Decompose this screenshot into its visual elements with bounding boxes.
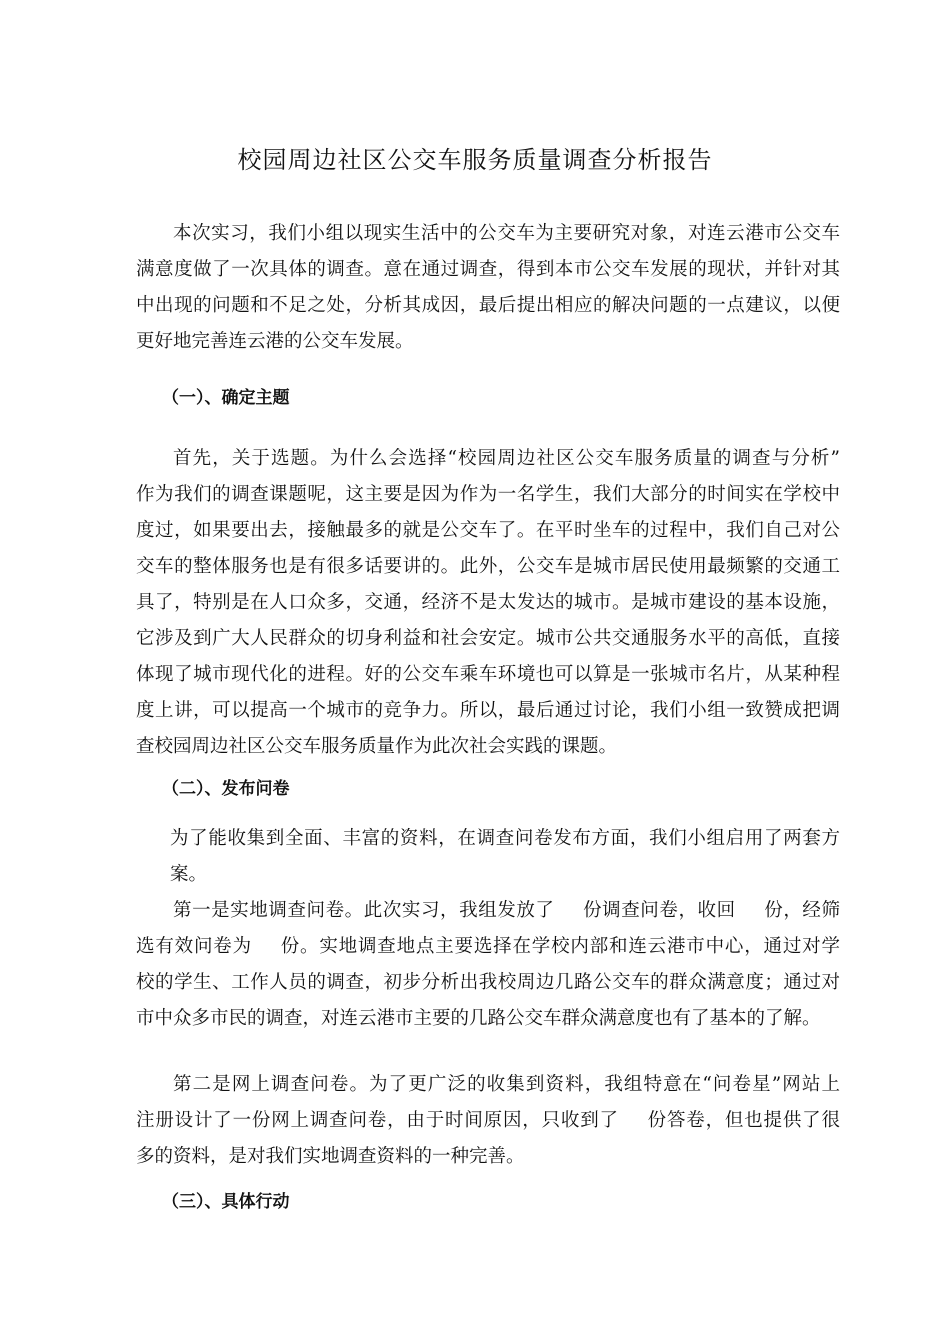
text-line: 本次实习，我们小组以现实生活中的公交车为主要研究对象，对连云港市公交车 — [173, 223, 840, 244]
section2-paragraph-3 — [136, 1067, 840, 1175]
section1-paragraph — [136, 441, 840, 765]
section-heading-3: （三）、具体行动 — [162, 1192, 290, 1212]
text-line: 第二是网上调查问卷。为了更广泛的收集到资料，我组特意在“问卷星”网站上 — [173, 1074, 840, 1095]
section-heading-1: （一）、确定主题 — [162, 388, 290, 408]
text-fragment: 选有效问卷为 — [136, 936, 252, 957]
text-line: 交车的整体服务也是有很多话要讲的。此外，公交车是城市居民使用最频繁的交通工 — [136, 556, 840, 577]
text-line: 为了能收集到全面、丰富的资料，在调查问卷发布方面，我们小组启用了两套方 — [170, 828, 840, 849]
section-heading-2: （二）、发布问卷 — [162, 779, 290, 799]
text-line: 度上讲，可以提高一个城市的竞争力。所以，最后通过讨论，我们小组一致赞成把调 — [136, 700, 840, 721]
intro-paragraph — [136, 216, 840, 360]
text-fragment: 份答卷，但也提供了很 — [646, 1110, 840, 1131]
text-line: 它涉及到广大人民群众的切身利益和社会安定。城市公共交通服务水平的高低，直接 — [136, 628, 840, 649]
text-fragment: 份，经筛 — [763, 900, 840, 921]
text-line: 作为我们的调查课题呢，这主要是因为作为一名学生，我们大部分的时间实在学校中 — [136, 484, 840, 505]
text-line — [136, 893, 840, 929]
document-title: 校园周边社区公交车服务质量调查分析报告 — [237, 146, 713, 174]
text-line — [136, 929, 840, 965]
text-line: 更好地完善连云港的公交车发展。 — [136, 331, 414, 352]
text-line: 查校园周边社区公交车服务质量作为此次社会实践的课题。 — [136, 736, 618, 757]
text-line: 度过，如果要出去，接触最多的就是公交车了。在平时坐车的过程中，我们自己对公 — [136, 520, 840, 541]
text-line: 校的学生、工作人员的调查，初步分析出我校周边几路公交车的群众满意度；通过对 — [136, 972, 840, 993]
text-line: 体现了城市现代化的进程。好的公交车乘车环境也可以算是一张城市名片，从某种程 — [136, 664, 840, 685]
text-fragment: 份调查问卷，收回 — [582, 900, 736, 921]
text-line: 市中众多市民的调查，对连云港市主要的几路公交车群众满意度也有了基本的了解。 — [136, 1008, 821, 1029]
text-line: 案。 — [170, 864, 208, 885]
section2-paragraph-1 — [170, 821, 840, 893]
text-fragment: 份。实地调查地点主要选择在学校内部和连云港市中心，通过对学 — [279, 936, 840, 957]
text-line: 首先，关于选题。为什么会选择“校园周边社区公交车服务质量的调查与分析” — [173, 448, 840, 469]
text-line — [136, 1103, 840, 1139]
text-line: 满意度做了一次具体的调查。意在通过调查，得到本市公交车发展的现状，并针对其 — [136, 259, 840, 280]
text-line: 中出现的问题和不足之处，分析其成因，最后提出相应的解决问题的一点建议，以便 — [136, 295, 840, 316]
text-fragment: 注册设计了一份网上调查问卷，由于时间原因，只收到了 — [136, 1110, 619, 1131]
text-line: 多的资料，是对我们实地调查资料的一种完善。 — [136, 1146, 525, 1167]
text-line: 具了，特别是在人口众多，交通，经济不是太发达的城市。是城市建设的基本设施， — [136, 592, 840, 613]
section2-paragraph-2 — [136, 893, 840, 1037]
text-fragment: 第一是实地调查问卷。此次实习，我组发放了 — [173, 900, 555, 921]
